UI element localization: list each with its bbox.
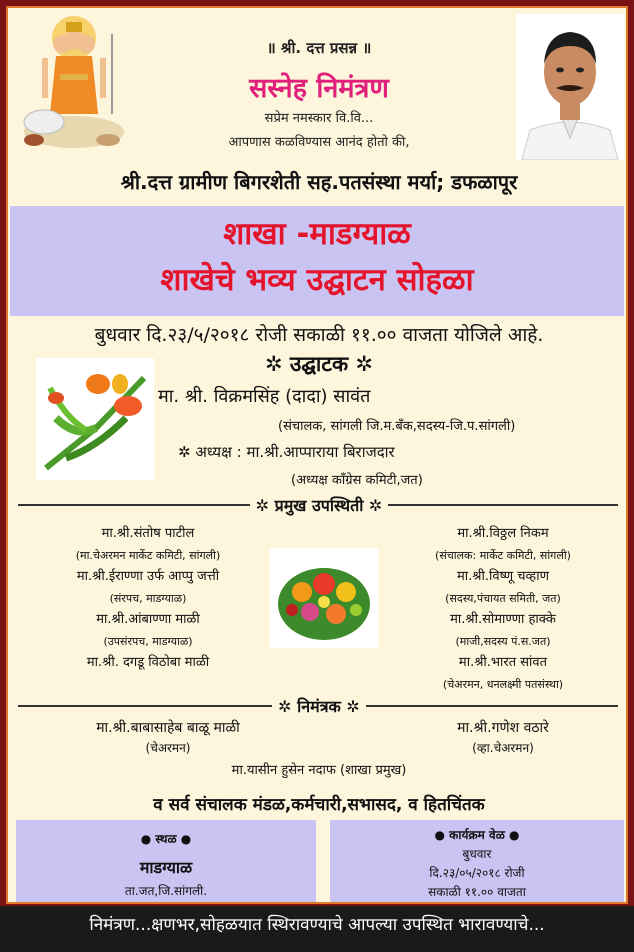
- list-item: मा.श्री.आंबाण्णा माळी: [96, 612, 200, 627]
- list-item: (मा.चेअरमन मार्केट कमिटी, सांगली): [75, 548, 221, 562]
- list-item: मा.श्री.संतोष पाटील: [101, 526, 195, 541]
- list-item: मा.श्री.विष्णू चव्हाण: [457, 569, 549, 584]
- branch-banner: [10, 206, 624, 316]
- list-item: (माजी,सदस्य पं.स.जत): [455, 634, 551, 648]
- timing-time: सकाळी ११.०० वाजता: [428, 885, 526, 899]
- hosts-heading-wrap: [8, 695, 628, 717]
- bouquet-center-image: [270, 548, 378, 648]
- list-item: मा.श्री.विठ्ठल निकम: [457, 526, 549, 541]
- host-left-role: (चेअरमन): [145, 741, 191, 755]
- branch-head: मा.यासीन हुसेन नदाफ (शाखा प्रमुख): [231, 763, 407, 778]
- timing-box: [330, 820, 624, 904]
- invitation-card: [6, 6, 628, 904]
- president-name: ✲ अध्यक्ष : मा.श्री.आप्पाराया बिराजदार: [178, 443, 395, 461]
- list-item: (चेअरमन, धनलक्ष्मी पतसंस्था): [442, 677, 564, 691]
- invocation-text: ॥ श्री. दत्त प्रसन्न ॥: [266, 39, 372, 57]
- list-item: मा.श्री.सोमाण्णा हाक्के: [450, 612, 556, 627]
- list-item: (संचालक: मार्केट कमिटी, सांगली): [435, 548, 571, 562]
- venue-label: ● स्थळ ●: [140, 832, 192, 846]
- president-title: (अध्यक्ष कॉंग्रेस कमिटी,जत): [291, 473, 423, 488]
- hosts-heading: ✲ निमंत्रक ✲: [272, 697, 366, 716]
- list-item: मा.श्री.ईराण्णा उर्फ आप्पु जत्ती: [76, 569, 220, 584]
- presence-right-list: [388, 523, 618, 695]
- timing-label: ● कार्यक्रम वेळ ●: [434, 828, 520, 842]
- presence-heading-wrap: [8, 494, 628, 516]
- list-item: (सदस्य,पंचायत समिती, जत): [445, 591, 561, 605]
- venue-place: माडग्याळ: [139, 858, 193, 877]
- host-right-name: मा.श्री.गणेश वठारे: [457, 720, 549, 736]
- greeting-text: सप्रेम नमस्कार वि.वि...: [264, 111, 374, 126]
- event-date: बुधवार दि.२३/५/२०१८ रोजी सकाळी ११.०० वाजता योजिले आहे.: [94, 324, 544, 346]
- banner-line-2: शाखेचे भव्य उद्घाटन सोहळा: [160, 262, 474, 298]
- inaugurator-title: (संचालक, सांगली जि.म.बँक,सदस्य-जि.प.सांगली): [278, 419, 516, 434]
- list-item: मा.श्री.भारत सांवत: [458, 655, 548, 670]
- bouquet-image: [36, 358, 154, 480]
- list-item: मा.श्री. दगडू विठोबा माळी: [86, 655, 210, 670]
- timing-day: बुधवार: [462, 847, 492, 861]
- venue-box: [16, 820, 316, 904]
- banner-line-1: शाखा -माडग्याळ: [223, 216, 411, 252]
- presence-left-list: [38, 523, 258, 674]
- presence-heading: ✲ प्रमुख उपस्थिती ✲: [250, 496, 389, 515]
- organization-name: श्री.दत्त ग्रामीण बिगरशेती सह.पतसंस्था मर्या; डफळापूर: [120, 170, 518, 194]
- venue-district: ता.जत,जि.सांगली.: [124, 884, 208, 898]
- host-right-role: (व्हा.चेअरमन): [472, 741, 534, 755]
- footer-banner: निमंत्रण...क्षणभर,सोहळयात स्थिरावण्याचे आपल्या उपस्थित भारावण्याचे...: [0, 906, 634, 952]
- inauguration-heading: ✲ उद्घाटक ✲: [264, 352, 373, 376]
- list-item: (संरपच, माडग्याळ): [109, 591, 187, 605]
- inaugurator-name: मा. श्री. विक्रमसिंह (दादा) सावंत: [158, 386, 371, 407]
- invitation-title: सस्नेह निमंत्रण: [249, 73, 389, 104]
- list-item: (उपसंरपच, माडग्याळ): [103, 634, 193, 648]
- host-left-name: मा.श्री.बाबासाहेब बाळू माळी: [96, 720, 240, 736]
- intro-text: आपणास कळविण्यास आनंद होतो की,: [228, 135, 410, 150]
- timing-date: दि.२३/०५/२०१८ रोजी: [429, 866, 525, 880]
- all-hosts: व सर्व संचालक मंडळ,कर्मचारी,सभासद, व हितचिंतक: [153, 795, 485, 815]
